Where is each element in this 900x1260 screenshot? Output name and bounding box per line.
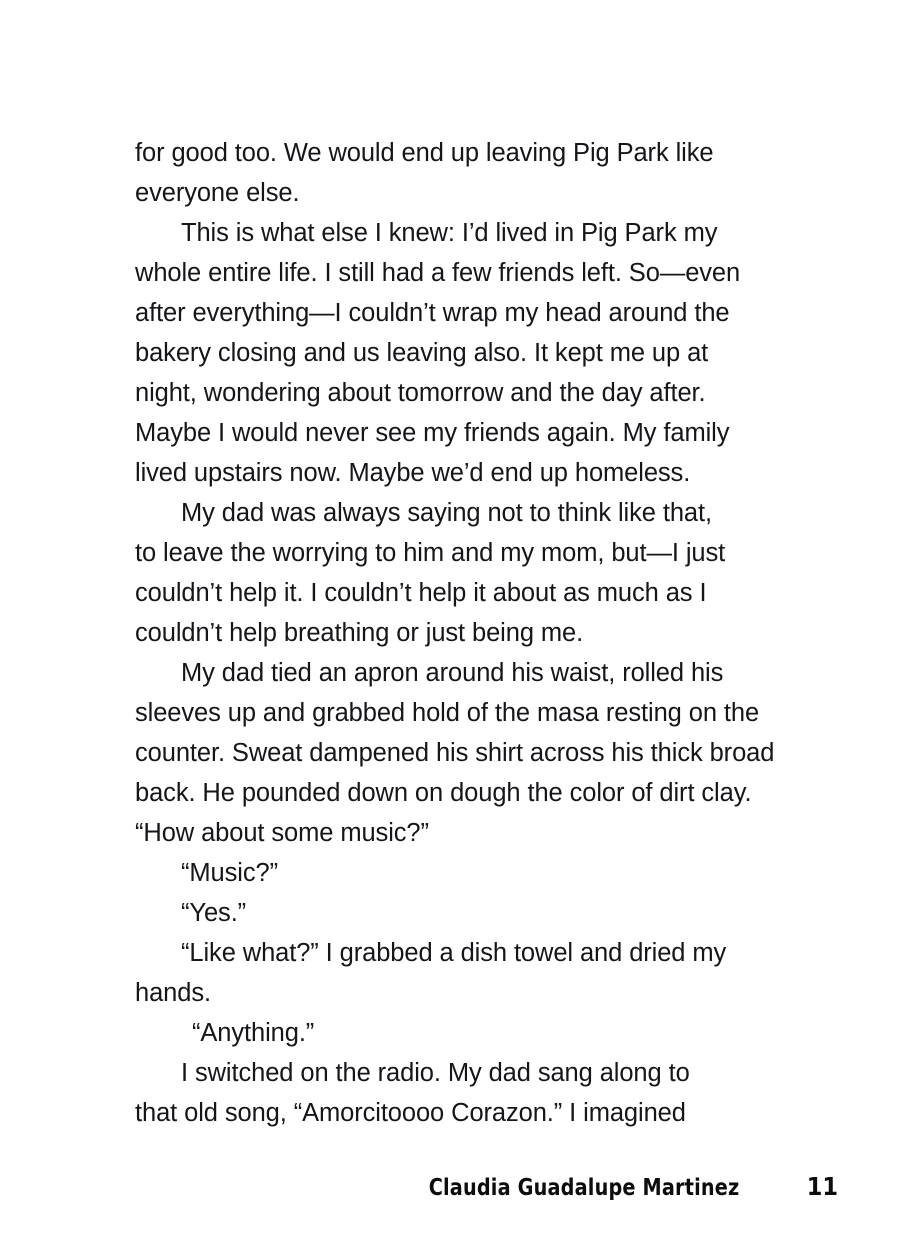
body-line: night, wondering about tomorrow and the day after.	[135, 379, 706, 407]
body-line: hands.	[135, 979, 211, 1007]
body-line: bakery closing and us leaving also. It kept me up at	[135, 339, 709, 367]
body-line: This is what else I knew: I’d lived in Pig Park my	[181, 219, 718, 247]
footer-author-name: Claudia Guadalupe Martinez	[428, 1175, 739, 1201]
body-line: whole entire life. I still had a few friends left. So—even	[135, 259, 741, 287]
body-line: that old song, “Amorcitoooo Corazon.” I imagined	[135, 1099, 686, 1127]
body-line: I switched on the radio. My dad sang along to	[181, 1059, 690, 1087]
body-line: lived upstairs now. Maybe we’d end up homeless.	[135, 459, 691, 487]
body-line: everyone else.	[135, 179, 300, 207]
body-line: “How about some music?”	[135, 819, 429, 847]
body-line: Maybe I would never see my friends again. My family	[135, 419, 730, 447]
body-line: after everything—I couldn’t wrap my head around the	[135, 299, 730, 327]
page-footer	[135, 1172, 838, 1206]
body-line: “Yes.”	[181, 899, 247, 927]
body-line: for good too. We would end up leaving Pig Park like	[135, 139, 714, 167]
page-body-text	[135, 133, 775, 1133]
body-line: couldn’t help breathing or just being me.	[135, 619, 584, 647]
body-line: My dad tied an apron around his waist, rolled his	[181, 659, 724, 687]
footer-page-number: 11	[806, 1172, 838, 1201]
body-line: couldn’t help it. I couldn’t help it about as much as I	[135, 579, 707, 607]
body-line: My dad was always saying not to think like that,	[181, 499, 712, 527]
body-line: “Anything.”	[192, 1019, 315, 1047]
body-line: to leave the worrying to him and my mom, but—I just	[135, 539, 726, 567]
body-line: counter. Sweat dampened his shirt across his thick broad	[135, 739, 775, 767]
body-line: “Like what?” I grabbed a dish towel and dried my	[181, 939, 727, 967]
body-line: back. He pounded down on dough the color of dirt clay.	[135, 779, 752, 807]
body-line: “Music?”	[181, 859, 278, 887]
body-line: sleeves up and grabbed hold of the masa resting on the	[135, 699, 760, 727]
